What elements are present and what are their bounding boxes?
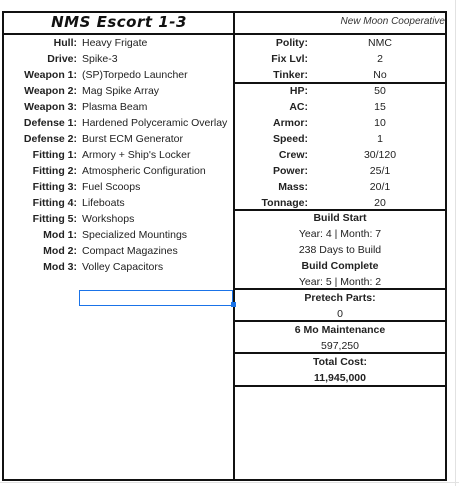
title-row (2, 11, 447, 35)
stat-row-fitting-3[interactable] (2, 179, 232, 195)
stat-value: 10 (374, 117, 386, 129)
stat-label: AC: (289, 101, 308, 113)
stat-value: Mag Spike Array (82, 85, 160, 97)
ship-title[interactable]: NMS Escort 1-3 (51, 13, 187, 31)
build-start-heading[interactable]: Build Start (313, 212, 367, 224)
stat-row-weapon-2[interactable] (2, 83, 232, 99)
stat-label: Power: (272, 165, 308, 177)
build-complete-heading[interactable]: Build Complete (301, 260, 379, 272)
stat-row-crew[interactable] (235, 147, 445, 163)
stat-label: Tinker: (273, 69, 308, 81)
stat-label: Armor: (272, 117, 308, 129)
stat-row-weapon-1[interactable] (2, 67, 232, 83)
stat-label: Speed: (272, 133, 308, 145)
stat-label: Weapon 3: (24, 101, 77, 113)
stat-value: Lifeboats (82, 197, 125, 209)
stat-row-fitting-4[interactable] (2, 195, 232, 211)
stat-label: Mod 3: (43, 261, 77, 273)
stat-label: Mass: (278, 181, 308, 193)
stat-label: Fitting 2: (32, 165, 77, 177)
stat-row-mass[interactable] (235, 179, 445, 195)
stat-label: Crew: (278, 149, 308, 161)
stat-value: Hardened Polyceramic Overlay (82, 117, 228, 129)
stat-label: Hull: (53, 37, 77, 49)
stat-label: Polity: (275, 37, 308, 49)
stat-value: Specialized Mountings (82, 229, 188, 241)
stat-label: Fitting 1: (32, 149, 77, 161)
pretech-heading[interactable]: Pretech Parts: (304, 292, 376, 304)
stat-row-power[interactable] (235, 163, 445, 179)
total-cost-heading[interactable]: Total Cost: (312, 356, 368, 368)
stat-value: Burst ECM Generator (82, 133, 183, 145)
build-complete-date[interactable]: Year: 5 | Month: 2 (298, 276, 382, 288)
stat-value: 20 (374, 197, 386, 209)
stat-row-defense-2[interactable] (2, 131, 232, 147)
stat-label: Weapon 1: (24, 69, 77, 81)
stat-label: Fitting 4: (32, 197, 77, 209)
stat-value: Volley Capacitors (82, 261, 164, 273)
stat-value: Armory + Ship's Locker (82, 149, 191, 161)
stat-row-mod-2[interactable] (2, 243, 232, 259)
stat-value: (SP)Torpedo Launcher (82, 69, 188, 81)
stat-row-armor[interactable] (235, 115, 445, 131)
stat-row-speed[interactable] (235, 131, 445, 147)
stat-row-mod-1[interactable] (2, 227, 232, 243)
maintenance-value[interactable]: 597,250 (321, 340, 359, 352)
stat-value: 30/120 (363, 149, 397, 161)
organization-name[interactable]: New Moon Cooperative (340, 16, 445, 27)
stat-row-drive[interactable] (2, 51, 232, 67)
stat-row-weapon-3[interactable] (2, 99, 232, 115)
stat-value: Spike-3 (82, 53, 118, 65)
stat-value: Heavy Frigate (82, 37, 148, 49)
stat-value: 1 (377, 133, 383, 145)
build-start-date[interactable]: Year: 4 | Month: 7 (298, 228, 382, 240)
stat-value: Plasma Beam (82, 101, 148, 113)
stat-row-fitting-1[interactable] (2, 147, 232, 163)
stat-label: Fitting 5: (32, 213, 77, 225)
build-duration[interactable]: 238 Days to Build (298, 244, 382, 256)
stat-value: Atmospheric Configuration (82, 165, 206, 177)
stat-row-defense-1[interactable] (2, 115, 232, 131)
stat-row-hull[interactable] (2, 35, 232, 51)
stat-value: No (373, 69, 387, 81)
stat-value: Fuel Scoops (82, 181, 141, 193)
stat-value: NMC (368, 37, 392, 49)
stat-row-fix-lvl[interactable] (235, 51, 445, 67)
stat-value: Workshops (82, 213, 135, 225)
stat-value: 2 (377, 53, 383, 65)
stat-label: Fitting 3: (32, 181, 77, 193)
stat-label: Mod 2: (43, 245, 77, 257)
stat-label: HP: (289, 85, 308, 97)
stat-row-mod-3[interactable] (2, 259, 232, 275)
stat-value: 25/1 (369, 165, 391, 177)
grid-line (455, 0, 456, 486)
grid-line (0, 482, 459, 483)
maintenance-heading[interactable]: 6 Mo Maintenance (294, 324, 386, 336)
section-divider (235, 385, 445, 387)
stat-row-tinker[interactable] (235, 67, 445, 83)
stat-label: Tonnage: (261, 197, 308, 209)
stat-label: Weapon 2: (24, 85, 77, 97)
pretech-value[interactable]: 0 (337, 308, 343, 320)
stat-value: 20/1 (369, 181, 391, 193)
stat-label: Mod 1: (43, 229, 77, 241)
stat-value: Compact Magazines (82, 245, 178, 257)
stat-row-hp[interactable] (235, 83, 445, 99)
stat-label: Defense 1: (23, 117, 77, 129)
stat-row-polity[interactable] (235, 35, 445, 51)
stat-label: Defense 2: (23, 133, 77, 145)
stat-row-fitting-5[interactable] (2, 211, 232, 227)
selected-cell[interactable] (79, 290, 233, 306)
stat-row-ac[interactable] (235, 99, 445, 115)
stat-label: Drive: (47, 53, 77, 65)
stat-value: 50 (374, 85, 386, 97)
stat-value: 15 (374, 101, 386, 113)
stat-row-fitting-2[interactable] (2, 163, 232, 179)
stat-label: Fix Lvl: (271, 53, 308, 65)
total-cost-value[interactable]: 11,945,000 (314, 372, 366, 384)
